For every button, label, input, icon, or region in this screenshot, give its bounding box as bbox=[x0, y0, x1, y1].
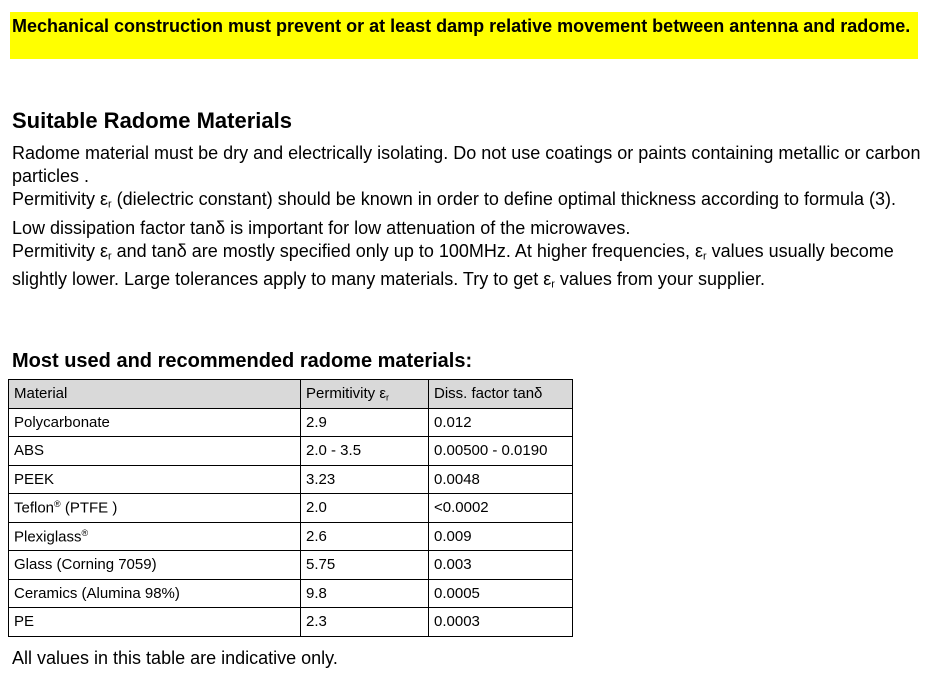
cell-diss-factor: 0.003 bbox=[429, 551, 573, 580]
cell-material: PEEK bbox=[9, 465, 301, 494]
table-row bbox=[9, 465, 573, 494]
cell-permitivity: 2.9 bbox=[301, 408, 429, 437]
table-header-row bbox=[9, 380, 573, 409]
cell-permitivity: 9.8 bbox=[301, 579, 429, 608]
table-title: Most used and recommended radome materials: bbox=[12, 350, 473, 372]
cell-permitivity: 2.6 bbox=[301, 522, 429, 551]
cell-material: Glass (Corning 7059) bbox=[9, 551, 301, 580]
mechanical-warning-note bbox=[10, 12, 918, 59]
cell-material: PE bbox=[9, 608, 301, 637]
cell-diss-factor: 0.012 bbox=[429, 408, 573, 437]
cell-diss-factor: <0.0002 bbox=[429, 494, 573, 523]
cell-permitivity: 2.0 bbox=[301, 494, 429, 523]
cell-diss-factor: 0.0003 bbox=[429, 608, 573, 637]
table-row bbox=[9, 437, 573, 466]
cell-diss-factor: 0.0048 bbox=[429, 465, 573, 494]
header-permitivity: Permitivity $\varepsilon_r$ bbox=[301, 380, 429, 409]
table-row bbox=[9, 608, 573, 637]
cell-diss-factor: 0.009 bbox=[429, 522, 573, 551]
header-diss-factor: Diss. factor tanδ bbox=[429, 380, 573, 409]
paragraph-frequency-tolerance: Permitivity $\varepsilon_r$ and tanδ are mostly specified only up to 100MHz. At higher frequencies, $\varepsilon_r$ values usually become slightly lower. Large tolerances apply to many materials. Try to get $\varepsilon_r$ values from your supplier. bbox=[12, 240, 894, 292]
cell-diss-factor: 0.00500 - 0.0190 bbox=[429, 437, 573, 466]
table-footnote: All values in this table are indicative only. bbox=[12, 648, 338, 668]
materials-table bbox=[8, 379, 573, 637]
table-row bbox=[9, 494, 573, 523]
section-body bbox=[12, 142, 922, 297]
warning-text: Mechanical construction must prevent or at least damp relative movement between antenna and radome. bbox=[12, 16, 911, 36]
cell-material: Ceramics (Alumina 98%) bbox=[9, 579, 301, 608]
cell-permitivity: 2.0 - 3.5 bbox=[301, 437, 429, 466]
table-row bbox=[9, 579, 573, 608]
table-row bbox=[9, 551, 573, 580]
cell-material: ABS bbox=[9, 437, 301, 466]
cell-permitivity: 3.23 bbox=[301, 465, 429, 494]
paragraph-dry-isolating: Radome material must be dry and electrically isolating. Do not use coatings or paints containing metallic or carbon particles . bbox=[12, 143, 921, 186]
cell-material: Teflon® (PTFE ) bbox=[9, 494, 301, 523]
cell-material: Polycarbonate bbox=[9, 408, 301, 437]
section-title: Suitable Radome Materials bbox=[12, 108, 292, 133]
paragraph-dissipation-factor: Low dissipation factor tanδ is important for low attenuation of the microwaves. bbox=[12, 217, 631, 238]
cell-permitivity: 2.3 bbox=[301, 608, 429, 637]
table-row bbox=[9, 522, 573, 551]
cell-diss-factor: 0.0005 bbox=[429, 579, 573, 608]
cell-material: Plexiglass® bbox=[9, 522, 301, 551]
header-material: Material bbox=[9, 380, 301, 409]
paragraph-permitivity-thickness: Permitivity $\varepsilon_r$ (dielectric constant) should be known in order to define optimal thickness according to formula (3). bbox=[12, 189, 897, 211]
cell-permitivity: 5.75 bbox=[301, 551, 429, 580]
table-row bbox=[9, 408, 573, 437]
